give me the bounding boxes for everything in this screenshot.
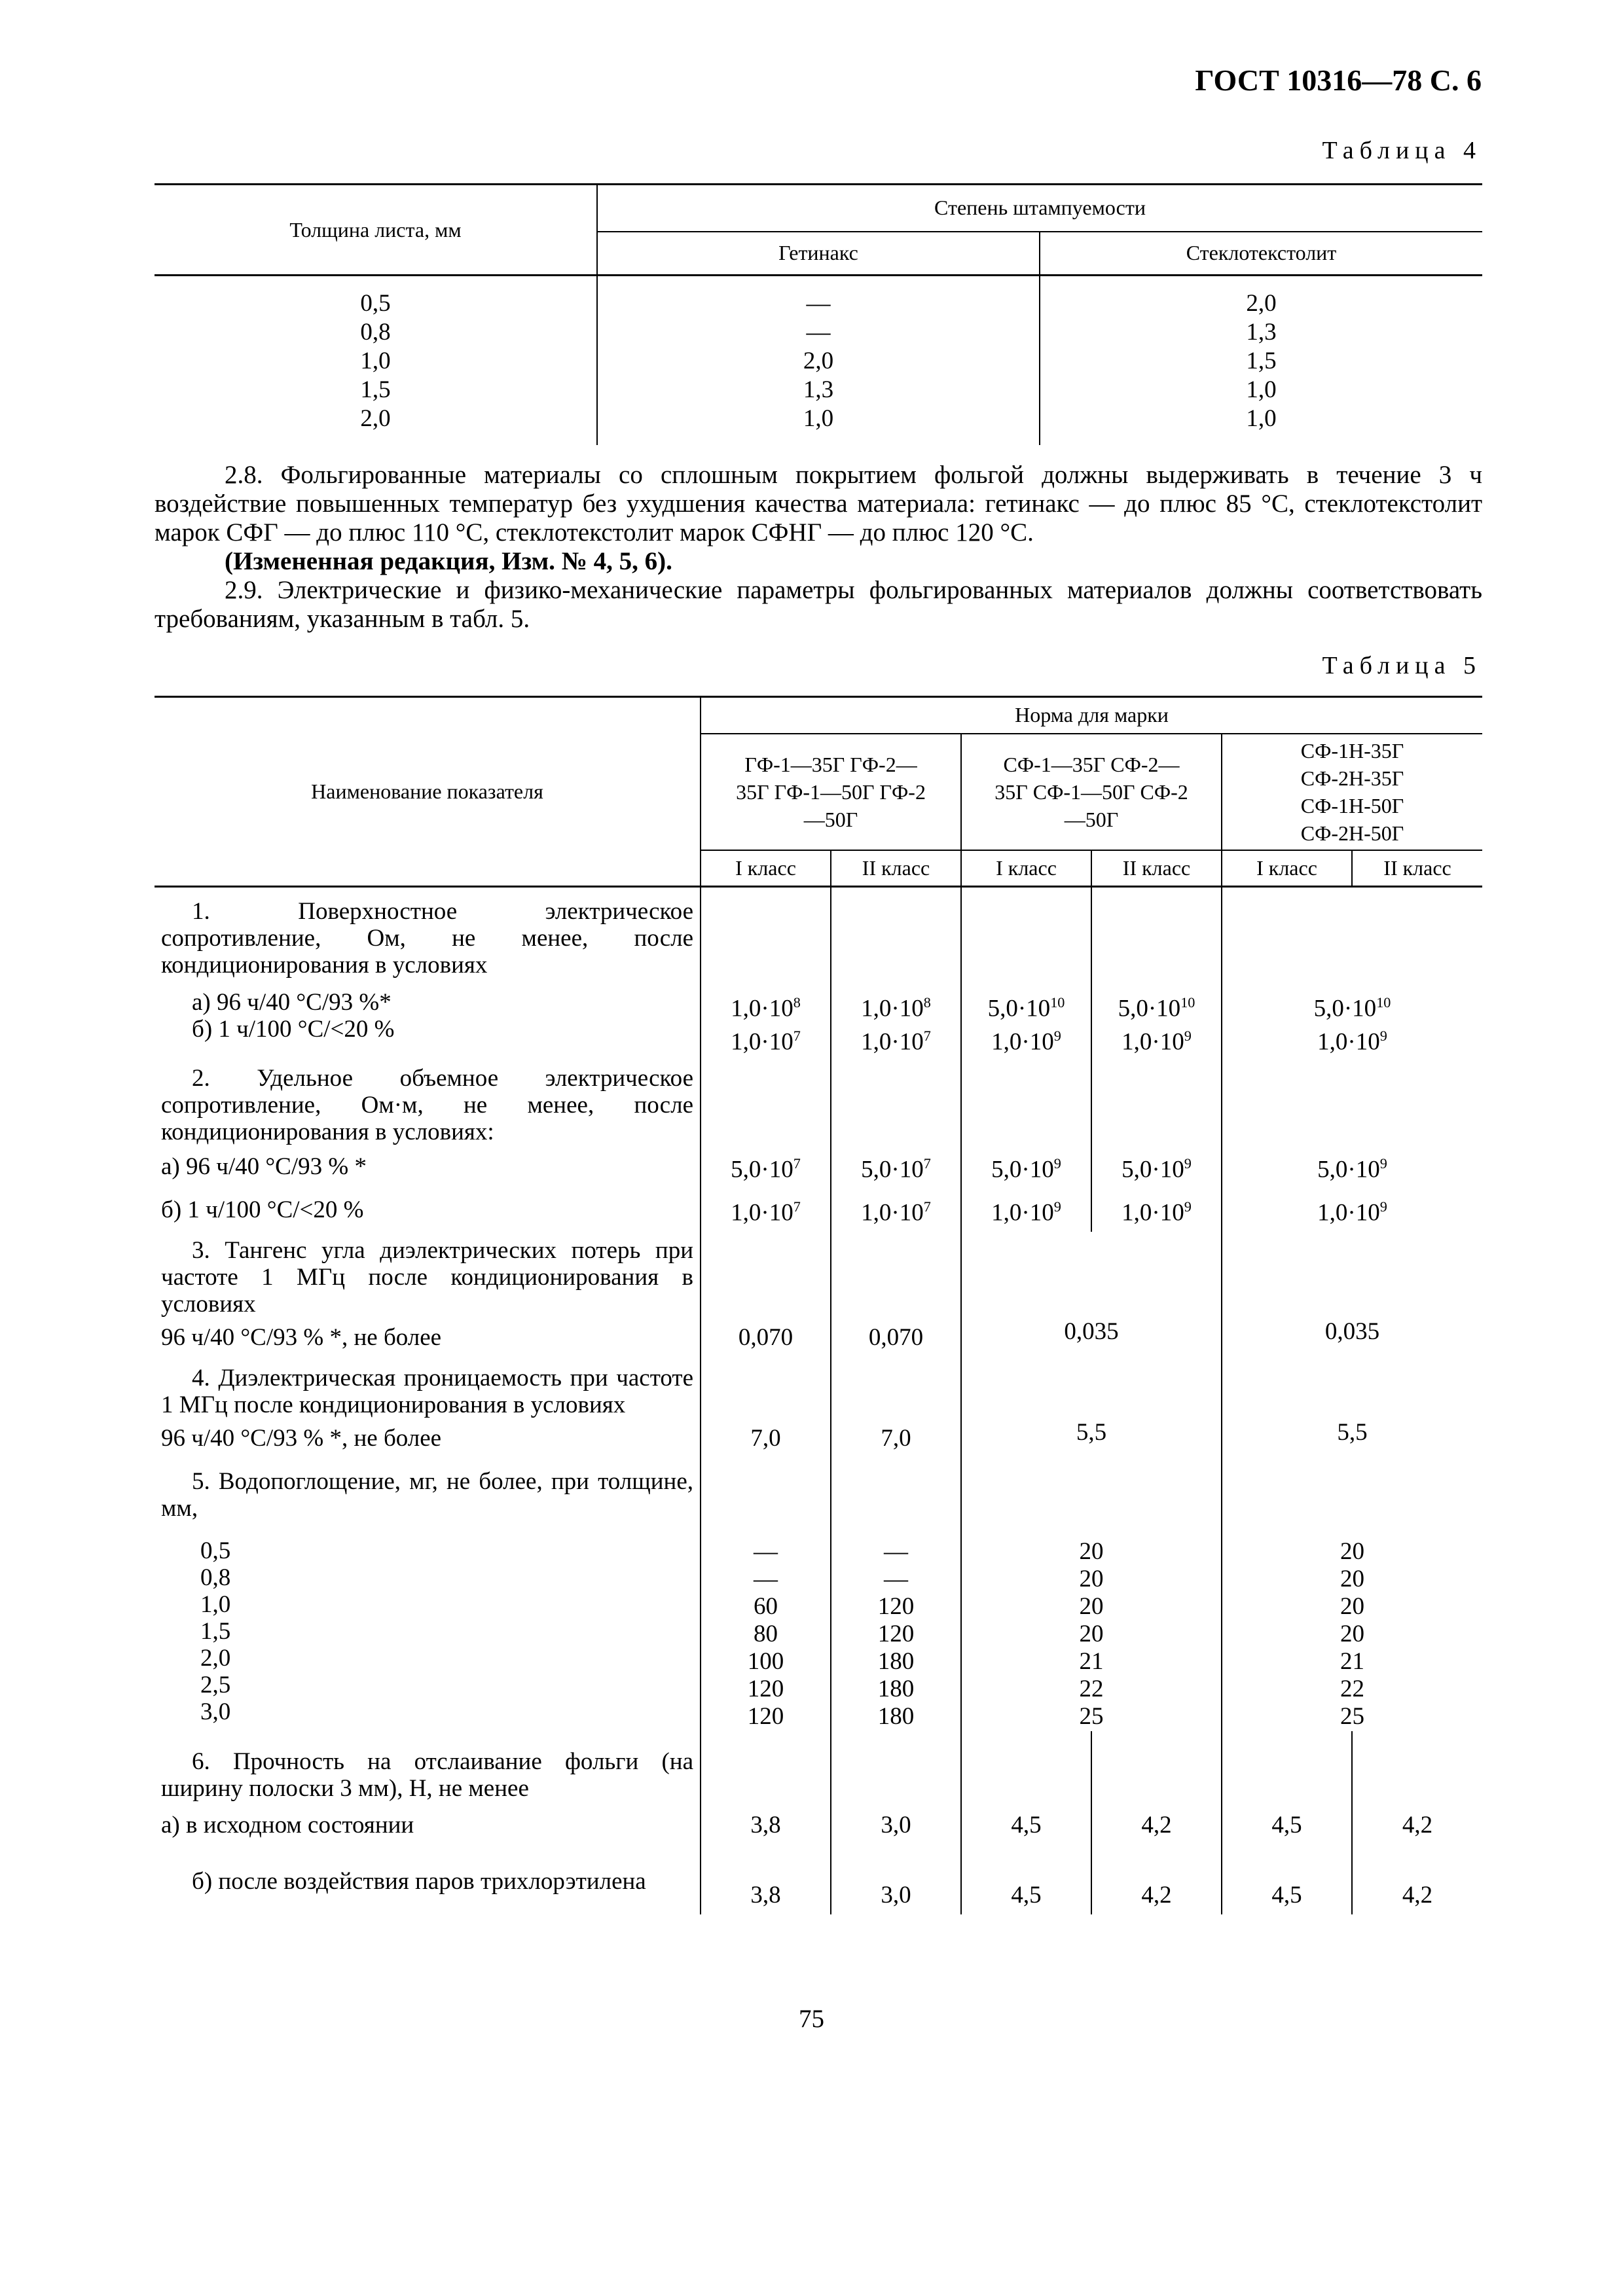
row-1b-label: б) 1 ч/100 °С/<20 % bbox=[192, 1016, 395, 1043]
table5-caption: Таблица 5 bbox=[1322, 652, 1482, 679]
class-2-header: II класс bbox=[1352, 850, 1482, 887]
row-1a-label: а) 96 ч/40 °С/93 %* bbox=[192, 989, 392, 1016]
change-note: (Измененная редакция, Изм. № 4, 5, 6). bbox=[225, 547, 672, 575]
class-1-header: I класс bbox=[1222, 850, 1352, 887]
row-6a-label: а) в исходном состоянии bbox=[155, 1802, 701, 1849]
table-row: б) 1 ч/100 °С/<20 % $1,0\cdot 10^7$ $1,0\cdot 10^7$ $1,0\cdot 10^9$ $1,0\cdot 10^9$ $1,0\cdot 10^9$ bbox=[155, 1189, 1482, 1232]
table-row: 0,5 0,8 1,0 1,5 2,0 2,5 3,0 — — 60 80 100 120 120 — — 120 120 180 180 180 20 20 20 20 21 22 25 20 20 20 20 21 22 25 bbox=[155, 1537, 1482, 1731]
row-2a-label: а) 96 ч/40 °С/93 % * bbox=[155, 1145, 701, 1189]
table-row bbox=[155, 1358, 1482, 1418]
col-stamp-group-header: Степень штампуемости bbox=[597, 185, 1482, 232]
class-2-header: II класс bbox=[1091, 850, 1222, 887]
class-2-header: II класс bbox=[831, 850, 961, 887]
paragraph-2-8: 2.8. Фольгированные материалы со сплошным покрытием фольгой должны выдерживать в течение 3 ч воздействие повышенных температур без ухудшения качества материала: гетинакс — до плюс 85 °С, стеклотекстолит марок СФГ — до плюс 110 °С, стеклотекстолит марок СФНГ — до плюс 120 °С. bbox=[155, 461, 1482, 547]
table-row: 0,8 — 1,3 bbox=[155, 318, 1482, 347]
row-4-name: 4. Диэлектрическая проницаемость при частоте 1 МГц после кондиционирования в условиях bbox=[161, 1364, 693, 1418]
row-1-values-sf2: $5,0\cdot 10^{10}$ $1,0\cdot 10^9$ bbox=[1091, 978, 1222, 1057]
row-6-name: 6. Прочность на отслаивание фольги (на ширину полоски 3 мм), Н, не менее bbox=[161, 1748, 693, 1802]
row-3a-label: 96 ч/40 °С/93 % *, не более bbox=[155, 1318, 701, 1358]
table-row: 1,0 2,0 1,5 bbox=[155, 347, 1482, 376]
row-1-values-gf2: $1,0\cdot 10^8$ $1,0\cdot 10^7$ bbox=[831, 978, 961, 1057]
row-1-name: 1. Поверхностное электрическое сопротивление, Ом, не менее, после кондиционирования в условиях bbox=[161, 898, 693, 978]
row-6b-label: б) после воздействия паров трихлорэтилена bbox=[192, 1868, 646, 1895]
table-row bbox=[155, 978, 1482, 1057]
table-row: б) после воздействия паров трихлорэтилена 3,8 3,0 4,5 4,2 4,5 4,2 bbox=[155, 1849, 1482, 1914]
paragraph-2-9: 2.9. Электрические и физико-механические параметры фольгированных материалов должны соответствовать требованиям, указанным в табл. 5. bbox=[155, 576, 1482, 633]
col-norm-header: Норма для марки bbox=[701, 697, 1482, 734]
col-getinaks-header: Гетинакс bbox=[597, 232, 1040, 276]
table-row: 1,5 1,3 1,0 bbox=[155, 376, 1482, 404]
table-row bbox=[155, 1232, 1482, 1318]
table-row bbox=[155, 1057, 1482, 1145]
table-row: а) в исходном состоянии 3,8 3,0 4,5 4,2 4,5 4,2 bbox=[155, 1802, 1482, 1849]
table-row: 2,0 1,0 1,0 bbox=[155, 404, 1482, 433]
row-1-values-sf1: $5,0\cdot 10^{10}$ $1,0\cdot 10^9$ bbox=[961, 978, 1091, 1057]
row-1-values-sfn: $5,0\cdot 10^{10}$ $1,0\cdot 10^9$ bbox=[1313, 994, 1391, 1056]
class-1-header: I класс bbox=[701, 850, 831, 887]
table-4 bbox=[155, 183, 1482, 445]
row-5-name: 5. Водопоглощение, мг, не более, при толщине, мм, bbox=[161, 1467, 693, 1522]
grade-sfn-header: СФ-1Н-35Г СФ-2Н-35Г СФ-1Н-50Г СФ-2Н-50Г bbox=[1222, 734, 1482, 850]
row-2-name: 2. Удельное объемное электрическое сопротивление, Ом·м, не менее, после кондиционирования в условиях: bbox=[161, 1064, 693, 1145]
table-row bbox=[155, 1459, 1482, 1537]
grade-sf-header: СФ-1—35Г СФ-2—35Г СФ-1—50Г СФ-2—50Г bbox=[961, 734, 1222, 850]
table-row: 0,5 — 2,0 bbox=[155, 289, 1482, 318]
table4-caption: Таблица 4 bbox=[1322, 137, 1482, 164]
table-row: 96 ч/40 °С/93 % *, не более 0,070 0,070 0,035 0,035 bbox=[155, 1318, 1482, 1358]
table-row: а) 96 ч/40 °С/93 % * $5,0\cdot 10^7$ $5,0\cdot 10^7$ $5,0\cdot 10^9$ $5,0\cdot 10^9$ $5,0\cdot 10^9$ bbox=[155, 1145, 1482, 1189]
row-4a-label: 96 ч/40 °С/93 % *, не более bbox=[155, 1418, 701, 1459]
row-2b-label: б) 1 ч/100 °С/<20 % bbox=[155, 1189, 701, 1232]
col-steklotekstolit-header: Стеклотекстолит bbox=[1040, 232, 1482, 276]
body-text bbox=[155, 461, 1482, 634]
page-number: 75 bbox=[799, 2005, 824, 2033]
table-row: 96 ч/40 °С/93 % *, не более 7,0 7,0 5,5 5,5 bbox=[155, 1418, 1482, 1459]
class-1-header: I класс bbox=[961, 850, 1091, 887]
table-row bbox=[155, 887, 1482, 979]
grade-gf-header: ГФ-1—35Г ГФ-2—35Г ГФ-1—50Г ГФ-2—50Г bbox=[701, 734, 961, 850]
col-thickness-header: Толщина листа, мм bbox=[155, 185, 597, 276]
page-header: ГОСТ 10316—78 С. 6 bbox=[1195, 63, 1482, 97]
row-3-name: 3. Тангенс угла диэлектрических потерь при частоте 1 МГц после кондиционирования в условиях bbox=[161, 1236, 693, 1318]
col-name-header: Наименование показателя bbox=[155, 697, 701, 887]
table-row bbox=[155, 1731, 1482, 1802]
row-1-values-gf1: $1,0\cdot 10^8$ $1,0\cdot 10^7$ bbox=[701, 978, 831, 1057]
table-5 bbox=[155, 696, 1482, 1914]
